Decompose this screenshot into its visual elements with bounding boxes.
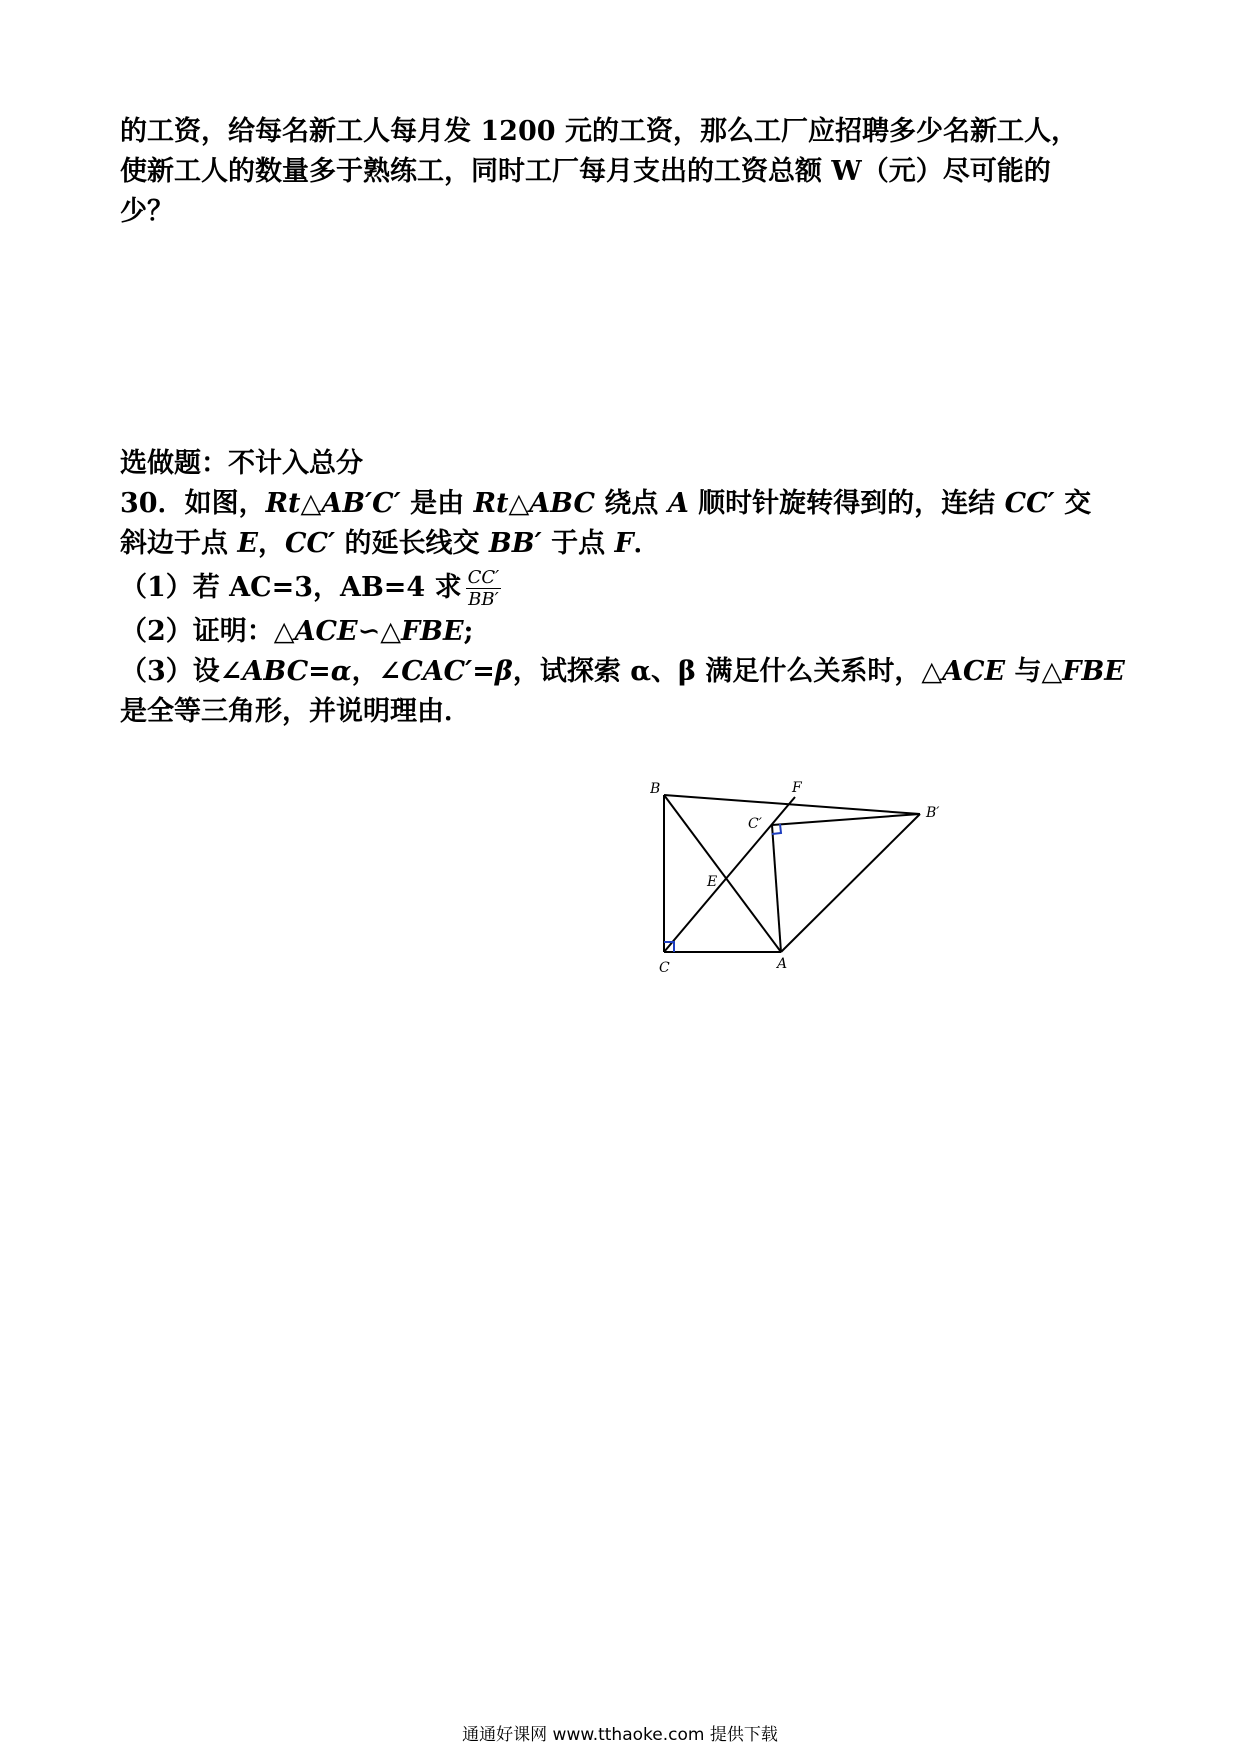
fraction	[466, 567, 502, 610]
label-B: B	[650, 781, 661, 797]
math-point: E	[237, 528, 258, 559]
math-triangle: △ACE	[921, 656, 1006, 687]
question-number: 30．如图，	[120, 488, 266, 519]
q30-line-2	[120, 524, 1130, 564]
section-title: 选做题：不计入总分	[120, 448, 363, 479]
text: ，试探索 α、β 满足什么关系时，	[512, 656, 922, 687]
q30-part-2	[120, 612, 1130, 652]
text: 于点	[541, 528, 615, 559]
math-expression: ∠CAC′=β	[378, 656, 513, 687]
right-angle-marks	[664, 824, 781, 952]
math-segment: CC′	[1004, 488, 1055, 519]
text: （1）若 AC=3，AB=4 求	[120, 572, 462, 603]
text: 与	[1005, 656, 1042, 687]
figure-svg	[650, 780, 970, 980]
text-line: 少？	[120, 196, 174, 227]
question-30	[120, 444, 1130, 732]
math-triangle: Rt△AB′C′	[265, 488, 401, 519]
text: 的延长线交	[335, 528, 489, 559]
label-A: A	[777, 956, 788, 972]
segment-C-prime-A	[772, 825, 781, 952]
label-C: C	[659, 960, 670, 976]
math-point: F	[614, 528, 634, 559]
text: （2）证明：	[120, 616, 274, 647]
segment-BA	[664, 795, 781, 952]
math-triangle: △FBE	[1041, 656, 1125, 687]
text: 是由	[400, 488, 474, 519]
q30-part-1	[120, 564, 1130, 612]
text: 交	[1054, 488, 1092, 519]
text: 绕点	[595, 488, 668, 519]
text: （3）设	[120, 656, 220, 687]
geometry-figure	[650, 780, 970, 985]
segment-B-prime-A	[781, 814, 920, 952]
math-point: A	[667, 488, 689, 519]
q30-part-3-cont: 是全等三角形，并说明理由．	[120, 696, 471, 727]
math-expression: ∠ABC=α	[219, 656, 352, 687]
fraction-numerator: CC′	[467, 567, 500, 588]
text-line: 的工资，给每名新工人每月发 1200 元的工资，那么工厂应招聘多少名新工人，	[120, 116, 1078, 147]
text: ，	[351, 656, 379, 687]
problem-continuation	[120, 112, 1130, 232]
segment-C-prime-B-prime	[772, 814, 920, 825]
label-B-prime: B′	[926, 805, 940, 821]
label-C-prime: C′	[748, 816, 762, 832]
segment-BB-prime	[664, 795, 920, 814]
text: 顺时针旋转得到的，连结	[688, 488, 1005, 519]
text: ;	[463, 616, 474, 647]
label-E: E	[707, 874, 718, 890]
text-line: 使新工人的数量多于熟练工，同时工厂每月支出的工资总额 W（元）尽可能的	[120, 156, 1051, 187]
q30-line-1	[120, 484, 1130, 524]
fraction-denominator: BB′	[468, 589, 499, 610]
text: ．	[633, 528, 661, 559]
q30-part-3	[120, 652, 1130, 692]
math-triangle: Rt△ABC	[473, 488, 595, 519]
page-footer: 通通好课网 www.tthaoke.com 提供下载	[462, 1725, 778, 1745]
math-expression: △ACE∽△FBE	[273, 616, 464, 647]
math-segment: BB′	[488, 528, 542, 559]
text: ，	[258, 528, 285, 559]
figure-lines	[664, 795, 920, 952]
label-F: F	[792, 780, 802, 796]
math-segment: CC′	[285, 528, 336, 559]
text: 斜边于点	[120, 528, 238, 559]
